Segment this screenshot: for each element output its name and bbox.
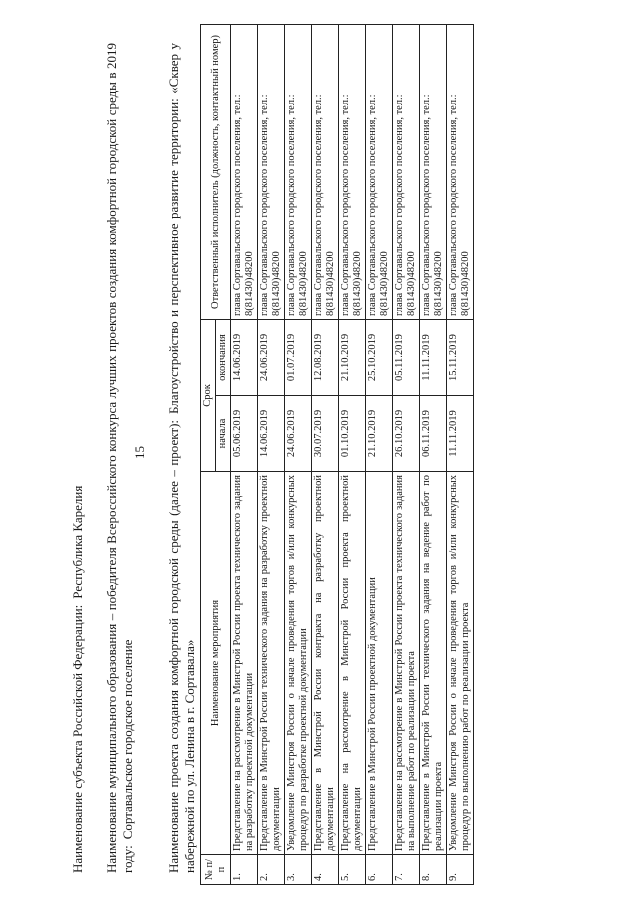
row-responsible: глава Сортавальского городского поселения, тел.: 8(81430)48200 xyxy=(339,24,366,319)
row-num: 3. xyxy=(285,855,312,885)
row-num: 6. xyxy=(366,855,393,885)
table-row xyxy=(285,24,312,884)
row-end-date: 25.10.2019 xyxy=(366,319,393,395)
row-activity: Представление в Минстрой России контракта на разработку проектной документации xyxy=(312,472,339,855)
table-row xyxy=(231,24,258,884)
row-start-date: 21.10.2019 xyxy=(366,396,393,472)
table-row xyxy=(420,24,447,884)
table-row xyxy=(312,24,339,884)
row-activity: Уведомление Минстроя России о начале проведения торгов и/или конкурсных процедур по выполнению работ по реализации проекта xyxy=(447,472,474,855)
row-start-date: 05.06.2019 xyxy=(231,396,258,472)
row-num: 8. xyxy=(420,855,447,885)
row-start-date: 14.06.2019 xyxy=(258,396,285,472)
row-activity: Уведомление Минстроя России о начале проведения торгов и/или конкурсных процедур по разработке проектной документации xyxy=(285,472,312,855)
row-end-date: 12.08.2019 xyxy=(312,319,339,395)
row-num: 2. xyxy=(258,855,285,885)
header-num: № п/п xyxy=(201,855,231,885)
row-num: 4. xyxy=(312,855,339,885)
row-end-date: 15.11.2019 xyxy=(447,319,474,395)
municipality-line xyxy=(104,43,136,873)
row-num: 1. xyxy=(231,855,258,885)
row-start-date: 24.06.2019 xyxy=(285,396,312,472)
row-num: 7. xyxy=(393,855,420,885)
row-end-date: 21.10.2019 xyxy=(339,319,366,395)
row-start-date: 11.11.2019 xyxy=(447,396,474,472)
subject-label: Наименование субъекта Российской Федерации: xyxy=(70,604,85,873)
row-responsible: глава Сортавальского городского поселения, тел.: 8(81430)48200 xyxy=(366,24,393,319)
header-name: Наименование мероприятия xyxy=(201,472,231,855)
row-responsible: глава Сортавальского городского поселения, тел.: 8(81430)48200 xyxy=(393,24,420,319)
schedule-table-wrapper xyxy=(200,25,474,885)
project-label: Наименование проекта создания комфортной городской среды (далее – проект): xyxy=(166,419,181,873)
row-end-date: 11.11.2019 xyxy=(420,319,447,395)
subject-value: Республика Карелия xyxy=(70,485,85,599)
page-number: 15 xyxy=(132,446,147,459)
row-activity: Представление в Минстрой России технического задания на разработку проектной документации xyxy=(258,472,285,855)
row-responsible: глава Сортавальского городского поселения, тел.: 8(81430)48200 xyxy=(447,24,474,319)
row-end-date: 05.11.2019 xyxy=(393,319,420,395)
row-activity: Представление на рассмотрение в Минстрой России проекта технического задания на выполнение работ по реализации проекта xyxy=(393,472,420,855)
row-responsible: глава Сортавальского городского поселения, тел.: 8(81430)48200 xyxy=(420,24,447,319)
row-end-date: 01.07.2019 xyxy=(285,319,312,395)
subject-line xyxy=(70,43,86,873)
row-start-date: 01.10.2019 xyxy=(339,396,366,472)
header-term: Срок xyxy=(201,319,216,471)
row-activity: Представление на рассмотрение в Минстрой России проекта технического задания на разработку проектной документации xyxy=(231,472,258,855)
row-num: 9. xyxy=(447,855,474,885)
table-row xyxy=(339,24,366,884)
row-responsible: глава Сортавальского городского поселения, тел.: 8(81430)48200 xyxy=(285,24,312,319)
municipality-label: Наименование муниципального образования – победителя Всероссийского конкурса лучших проектов создания комфортной городской среды в 2019 году: xyxy=(104,43,135,873)
row-start-date: 06.11.2019 xyxy=(420,396,447,472)
table-row xyxy=(447,24,474,884)
row-end-date: 24.06.2019 xyxy=(258,319,285,395)
schedule-table xyxy=(200,24,474,885)
row-activity: Представление на рассмотрение в Минстрой России проекта проектной документации xyxy=(339,472,366,855)
project-value: Благоустройство и перспективное развитие территории: «Сквер у набережной по ул. Ленина в г. Сортавала» xyxy=(166,43,197,873)
header-responsible: Ответственный исполнитель (должность, контактный номер) xyxy=(201,24,231,319)
table-header-row xyxy=(201,24,216,884)
row-responsible: глава Сортавальского городского поселения, тел.: 8(81430)48200 xyxy=(258,24,285,319)
row-responsible: глава Сортавальского городского поселения, тел.: 8(81430)48200 xyxy=(312,24,339,319)
header-end: окончания xyxy=(216,319,231,395)
table-row xyxy=(366,24,393,884)
table-row xyxy=(393,24,420,884)
row-activity: Представление в Минстрой России технического задания на ведение работ по реализации проекта xyxy=(420,472,447,855)
row-activity: Представление в Минстрой России проектной документации xyxy=(366,472,393,855)
header-start: начала xyxy=(216,396,231,472)
project-line xyxy=(166,43,198,873)
table-row xyxy=(258,24,285,884)
row-start-date: 30.07.2019 xyxy=(312,396,339,472)
row-end-date: 14.06.2019 xyxy=(231,319,258,395)
row-responsible: глава Сортавальского городского поселения, тел.: 8(81430)48200 xyxy=(231,24,258,319)
row-start-date: 26.10.2019 xyxy=(393,396,420,472)
row-num: 5. xyxy=(339,855,366,885)
municipality-value: Сортавальское городское поселение xyxy=(120,639,135,840)
